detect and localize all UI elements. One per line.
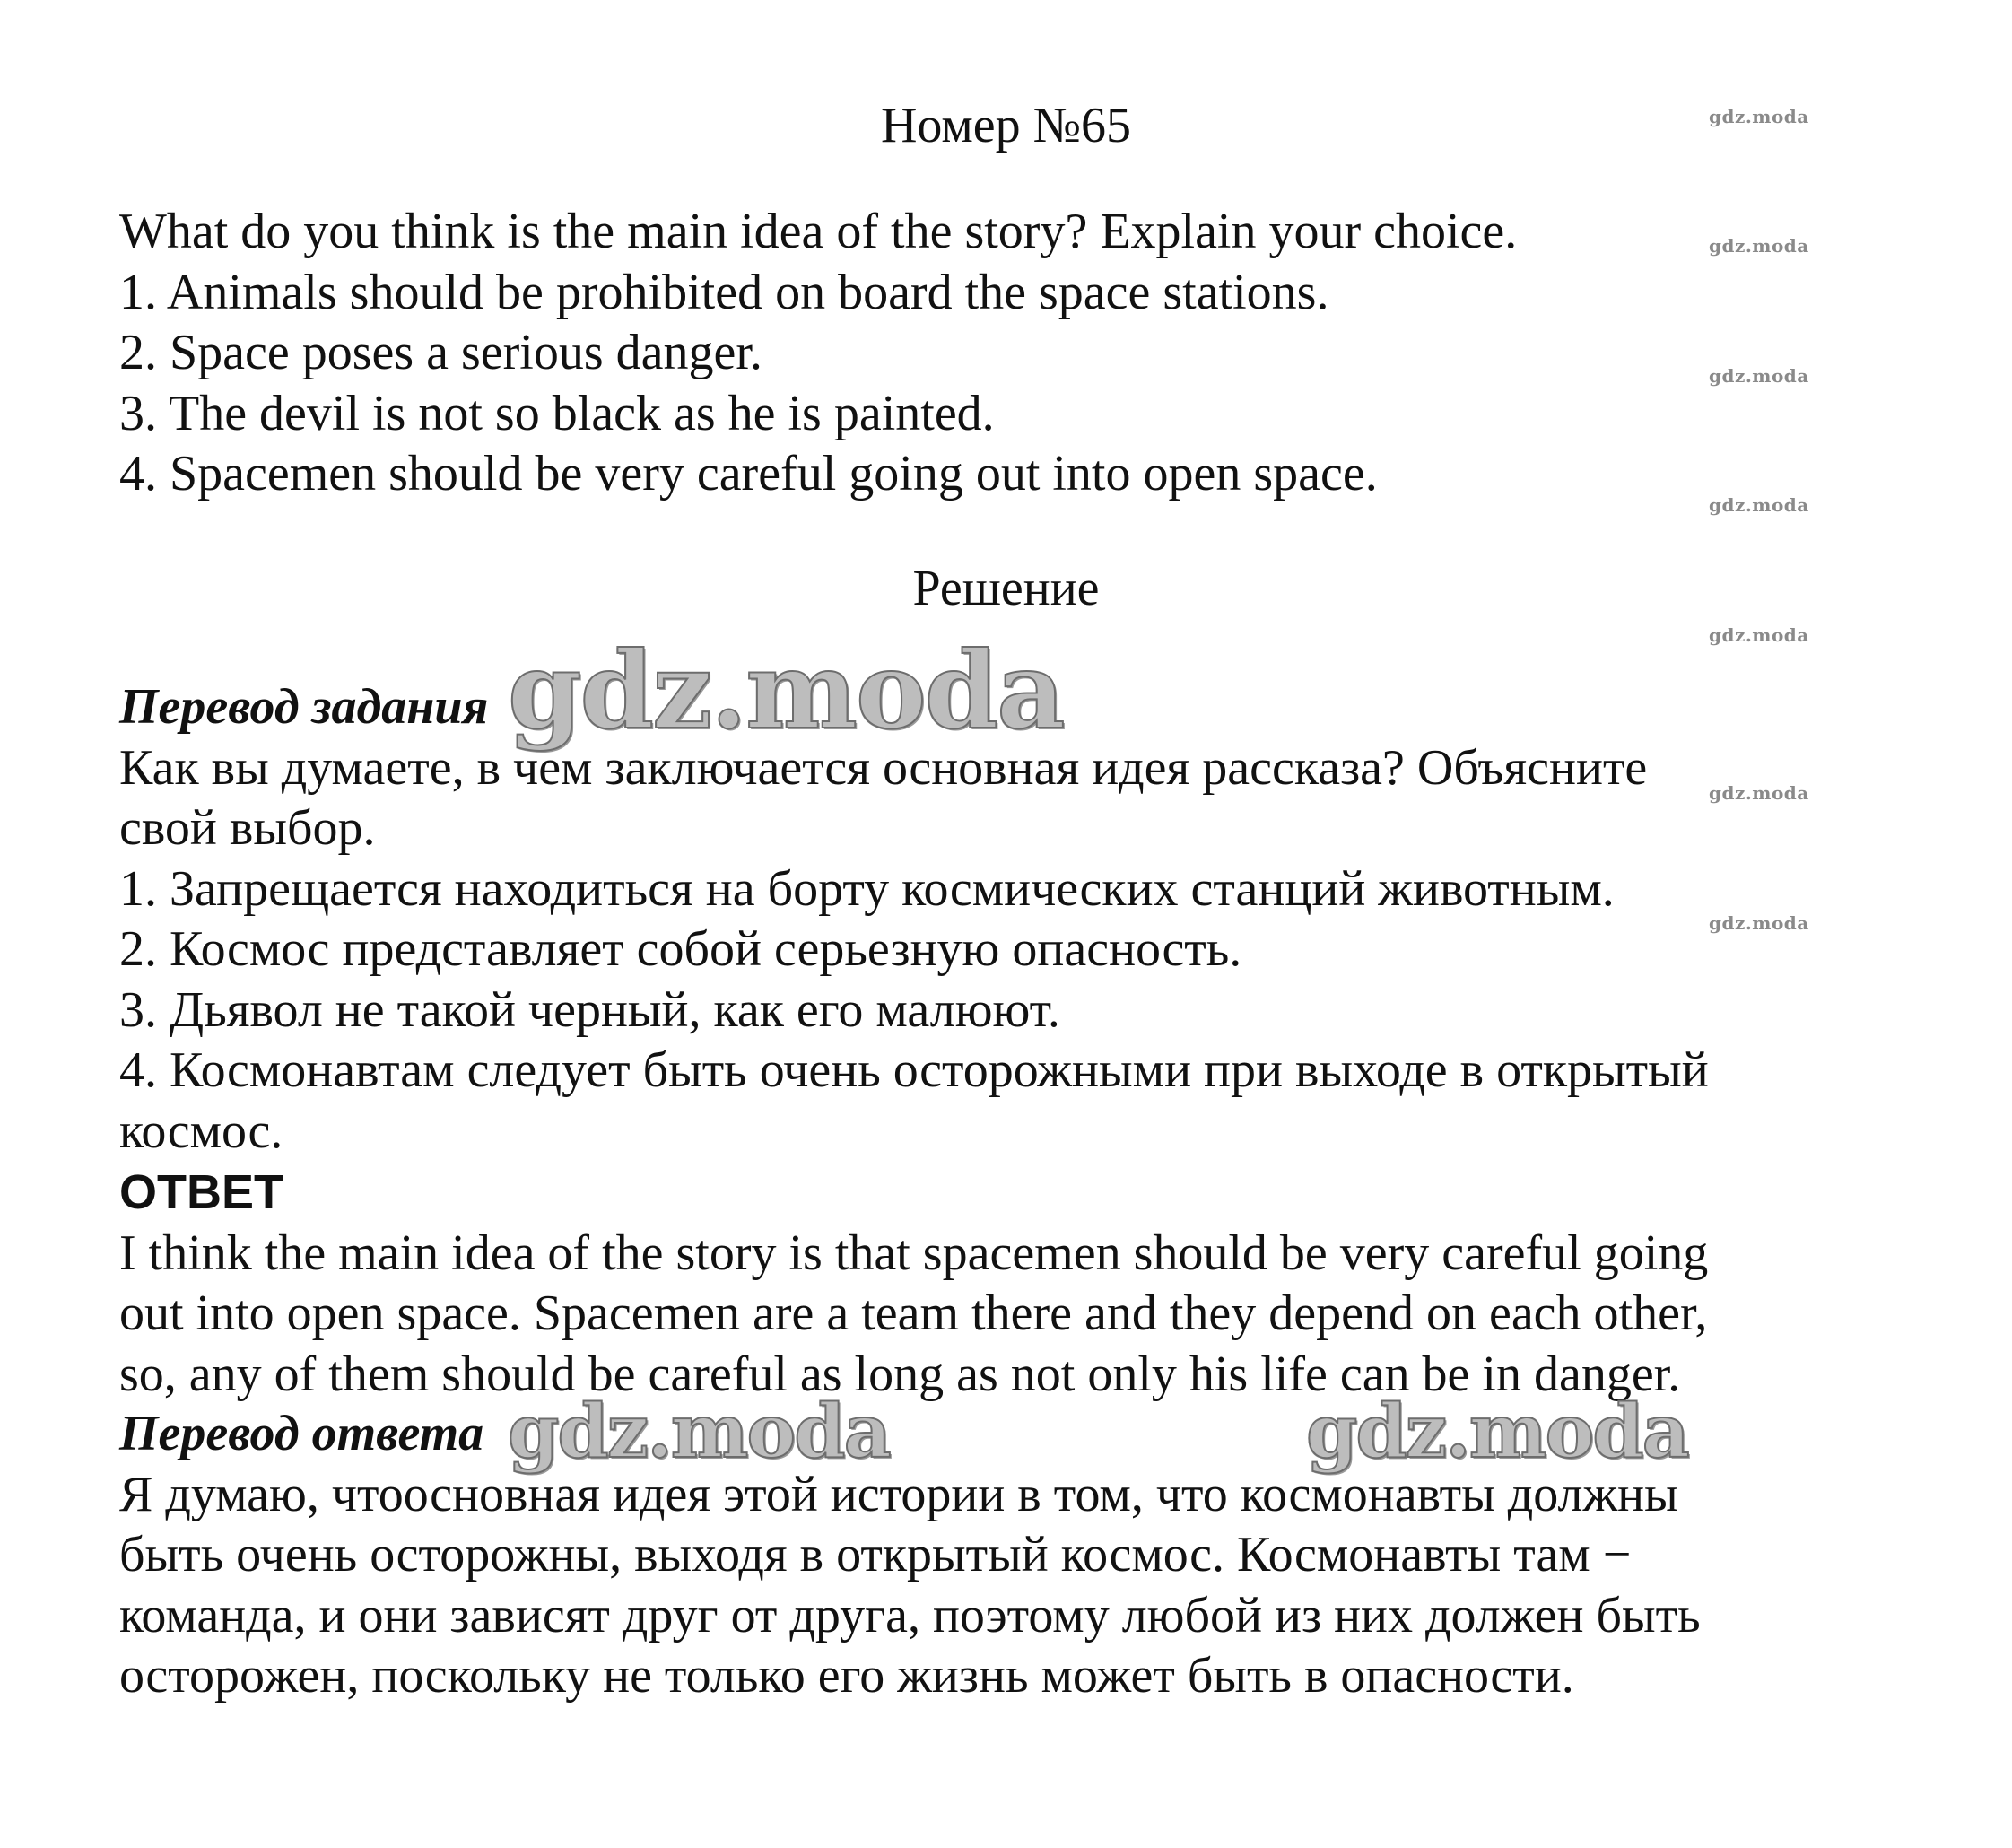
answer-line: I think the main idea of the story is that spacemen should be very careful going [119,1225,1709,1281]
task-option: 1. Animals should be prohibited on board the space stations. [119,264,1329,320]
watermark-large: gdz.moda [508,628,1064,753]
task-option: 3. The devil is not so black as he is painted. [119,385,995,441]
answer-translation-heading: Перевод ответа [119,1406,484,1461]
watermark-small: gdz.moda [1709,494,1809,516]
translation-line: космос. [119,1103,283,1159]
translation-heading: Перевод задания [119,679,489,735]
translation-line: 1. Запрещается находиться на борту космических станций животным. [119,860,1615,917]
translation-line: 3. Дьявол не такой черный, как его малюют. [119,981,1060,1038]
task-option: 2. Space poses a serious danger. [119,325,762,380]
answer-translation-line: осторожен, поскольку не только его жизнь может быть в опасности. [119,1648,1574,1704]
page-title: Номер №65 [880,98,1132,153]
task-block [119,202,1877,505]
answer-block [119,1163,1877,1405]
translation-line: 4. Космонавтам следует быть очень осторожными при выходе в открытый [119,1042,1709,1098]
watermark-small: gdz.moda [1709,912,1809,934]
answer-heading: ОТВЕТ [119,1165,283,1219]
solution-heading: Решение [912,561,1100,616]
translation-line: свой выбор. [119,800,376,856]
watermark-small: gdz.moda [1709,106,1809,127]
translation-line: Как вы думаете, в чем заключается основная идея рассказа? Объясните [119,739,1648,796]
answer-line: out into open space. Spacemen are a team there and they depend on each other, [119,1286,1708,1341]
answer-translation-line: быть очень осторожны, выходя в открытый космос. Космонавты там − [119,1527,1632,1582]
answer-line: so, any of them should be careful as long as not only his life can be in danger. [119,1346,1681,1402]
answer-translation-line: Я думаю, чтоосновная идея этой истории в том, что космонавты должны [119,1466,1678,1522]
answer-translation-line: команда, и они зависят друг от друга, поэтому любой из них должен быть [119,1587,1701,1643]
watermark-small: gdz.moda [1709,782,1809,804]
watermark-large: gdz.moda [1306,1389,1688,1475]
task-question: What do you think is the main idea of the story? Explain your choice. [119,204,1518,259]
watermark-small: gdz.moda [1709,365,1809,387]
task-option: 4. Spacemen should be very careful going out into open space. [119,446,1378,501]
watermark-small: gdz.moda [1709,235,1809,257]
translation-line: 2. Космос представляет собой серьезную опасность. [119,921,1242,977]
watermark-small: gdz.moda [1709,624,1809,646]
watermark-large: gdz.moda [508,1389,890,1475]
